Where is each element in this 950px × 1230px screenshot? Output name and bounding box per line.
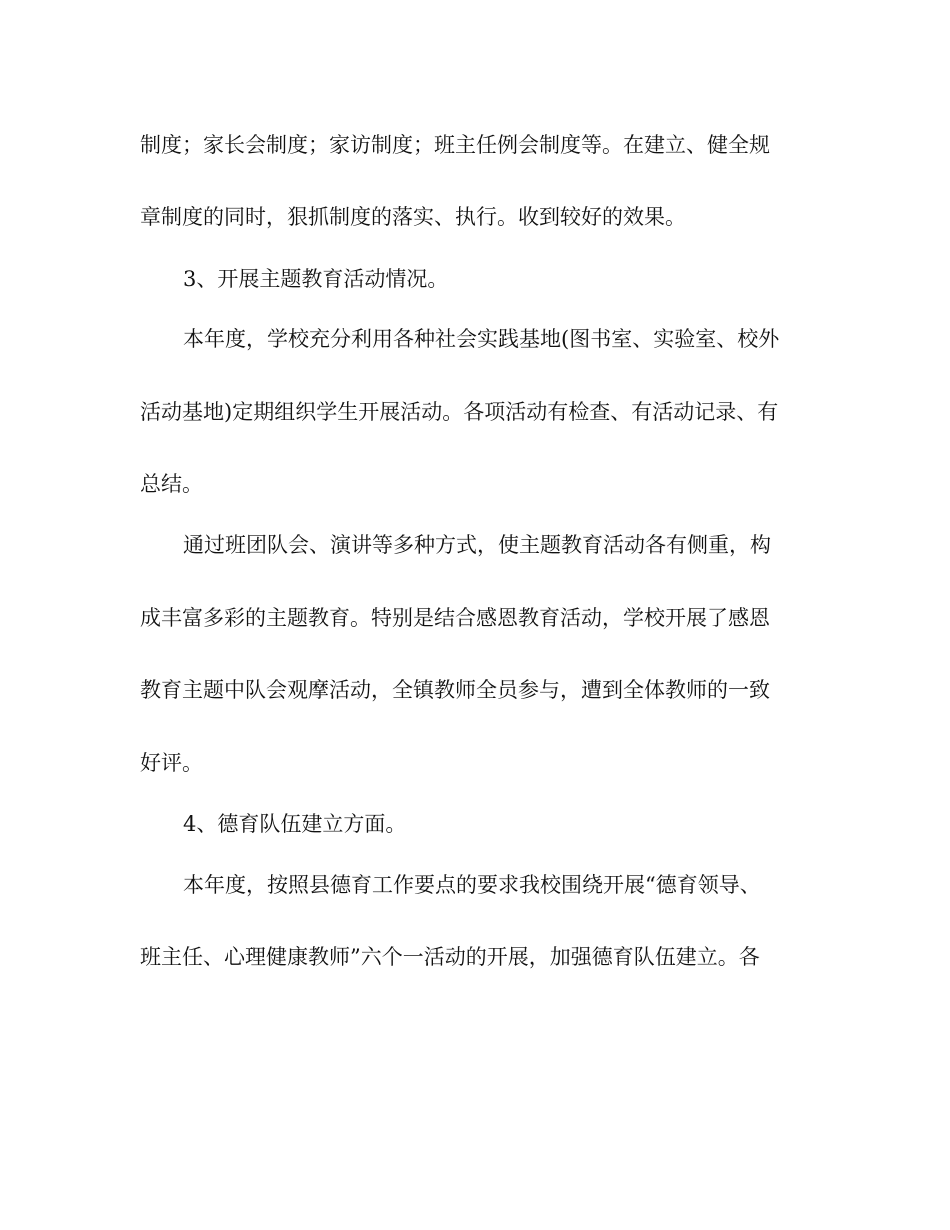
text-line: 制度；家长会制度；家访制度；班主任例会制度等。在建立、健全规 xyxy=(140,133,770,157)
text-line: 本年度，学校充分利用各种社会实践基地(图书室、实验室、校外 xyxy=(183,327,780,351)
text-line: 总结。 xyxy=(140,472,203,496)
section-heading: 4、德育队伍建立方面。 xyxy=(183,812,407,836)
text-line: 本年度，按照县德育工作要点的要求我校围绕开展“德育领导、 xyxy=(183,873,761,897)
text-line: 成丰富多彩的主题教育。特别是结合感恩教育活动，学校开展了感恩 xyxy=(140,606,770,630)
text-line: 通过班团队会、演讲等多种方式，使主题教育活动各有侧重，构 xyxy=(183,533,771,557)
text-line: 章制度的同时，狠抓制度的落实、执行。收到较好的效果。 xyxy=(140,205,686,229)
text-line: 教育主题中队会观摩活动，全镇教师全员参与，遭到全体教师的一致 xyxy=(140,678,770,702)
text-line: 好评。 xyxy=(140,751,203,775)
section-heading: 3、开展主题教育活动情况。 xyxy=(183,267,449,291)
text-line: 班主任、心理健康教师”六个一活动的开展，加强德育队伍建立。各 xyxy=(140,945,760,969)
text-line: 活动基地)定期组织学生开展活动。各项活动有检查、有活动记录、有 xyxy=(140,400,779,424)
